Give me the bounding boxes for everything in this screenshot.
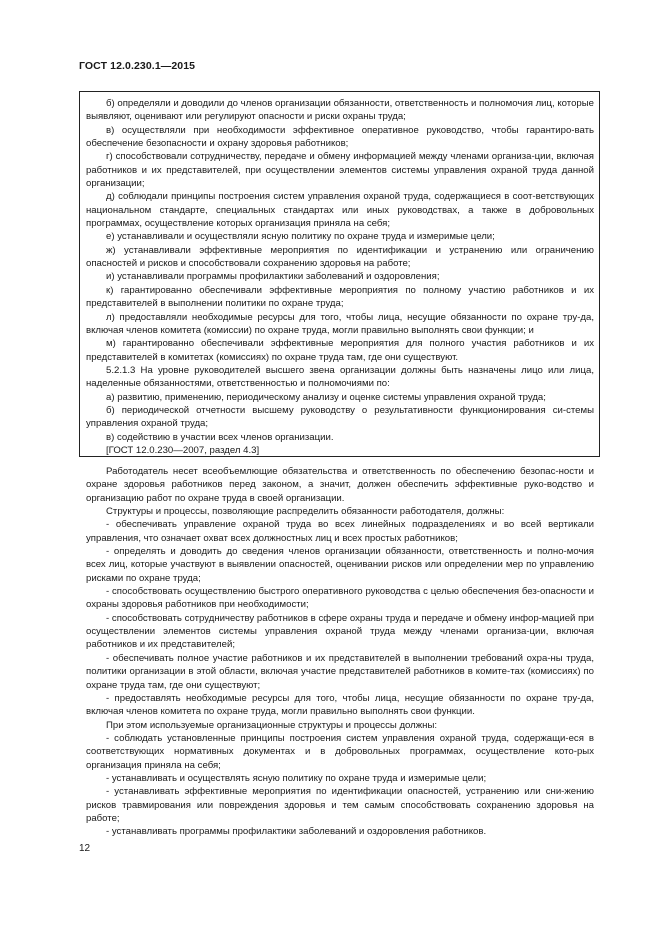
document-header: ГОСТ 12.0.230.1—2015	[79, 60, 196, 72]
frame-reference: [ГОСТ 12.0.230—2007, раздел 4.3]	[106, 444, 260, 456]
body-list-item: - устанавливать эффективные мероприятия по идентификации опасностей, устранению или сни-жению рисков травмирования или повреждения здоровья и тем самым способствовать сохранению здоровья на работе;	[86, 786, 594, 824]
body-paragraph: Работодатель несет всеобъемлющие обязательства и ответственность по обеспечению безопас-ности и охране здоровья работников перед законом, а значит, должен обеспечить эффективные руко-водство и организацию работ по охране труда в своей организации.	[86, 466, 594, 504]
frame-paragraph: м) гарантированно обеспечивали эффективные мероприятия для полного участия работников и их представителей в комитетах (комиссиях) по охране труда там, где они существуют.	[86, 338, 594, 363]
body-list-item: - способствовать сотрудничеству работников в сфере охраны труда и передаче и обмену инфор-мацией при осуществлении элементов системы управления охраной труда между членами организа-ции, включая работников и их представителей;	[86, 612, 594, 651]
body-list-item: - способствовать осуществлению быстрого оперативного руководства с целью обеспечения без-опасности и охраны здоровья работников при необходимости;	[86, 586, 594, 611]
frame-paragraph: е) устанавливали и осуществляли ясную политику по охране труда и измеримые цели;	[106, 231, 495, 243]
frame-paragraph: в) содействию в участии всех членов организации.	[106, 431, 334, 443]
body-text-block	[86, 465, 594, 839]
frame-paragraph: г) способствовали сотрудничеству, передаче и обмену информацией между членами организа-ции, включая работников и их представителей, при осуществлении элементов системы управления охраной труда данной организации;	[86, 151, 594, 190]
frame-paragraph: и) устанавливали программы профилактики заболеваний и оздоровления;	[106, 271, 440, 283]
frame-paragraph: в) осуществляли при необходимости эффективное оперативное руководство, чтобы гарантиро-вать обеспечение безопасности и охрану здоровья работников;	[86, 124, 594, 150]
body-list-item: - обеспечивать полное участие работников и их представителей в выполнении требований охра-ны труда, политики организации в этой области, включая участие представителей работников в комите-тах (комиссиях) по охране труда там, где они существуют;	[86, 652, 594, 691]
frame-paragraph: к) гарантированно обеспечивали эффективные мероприятия по полному участию работников и их представителей в выполнении политики по охране труда;	[86, 284, 594, 310]
frame-paragraph: а) развитию, применению, периодическому анализу и оценке системы управления охраной труда;	[106, 391, 546, 403]
frame-paragraph: б) определяли и доводили до членов организации обязанности, ответственность и полномочия лиц, которые выявляют, оценивают или регулируют опасности и риски охраны труда;	[86, 98, 594, 123]
body-list-item: - определять и доводить до сведения членов организации обязанности, ответственность и полно-мочия всех лиц, которые участвуют в выявлении опасностей, оценивании рисков или определении мер по управлению рисками по охране труда;	[86, 546, 594, 584]
body-list-item: - устанавливать и осуществлять ясную политику по охране труда и измеримые цели;	[106, 772, 487, 784]
frame-paragraph: д) соблюдали принципы построения систем управления охраной труда, содержащиеся в соот-ветствующих национальном стандарте, специальных стандартах или иных руководствах, а также в добровольных программах, осуществление которых организация приняла на себя;	[86, 191, 594, 230]
frame-paragraph: ж) устанавливали эффективные мероприятия по идентификации и устранению или ограничению опасностей и рисков и способствовали сохранению здоровья на работе;	[86, 244, 594, 270]
quoted-text-block	[86, 97, 594, 457]
frame-paragraph: б) периодической отчетности высшему руководству о результативности функционирования си-стемы управления охраной труда;	[86, 404, 594, 430]
body-paragraph: При этом используемые организационные структуры и процессы должны:	[106, 719, 438, 731]
body-paragraph: Структуры и процессы, позволяющие распределить обязанности работодателя, должны:	[106, 506, 505, 518]
body-list-item: - обеспечивать управление охраной труда во всех линейных подразделениях и во всей вертикали управления, что означает охват всех должностных лиц и всех простых работников;	[86, 519, 594, 544]
body-list-item: - предоставлять необходимые ресурсы для того, чтобы лица, несущие обязанности по охране тру-да, включая членов комитета по охране труда, могли правильно выполнять свои функции.	[86, 692, 594, 718]
body-list-item: - соблюдать установленные принципы построения систем управления охраной труда, содержащи-еся в соответствующих нормативных документах и в добровольных программах, осуществление кото-рых организация приняла на себя;	[86, 732, 594, 771]
page-number: 12	[79, 843, 91, 854]
body-list-item: - устанавливать программы профилактики заболеваний и оздоровления работников.	[106, 826, 487, 838]
frame-paragraph: л) предоставляли необходимые ресурсы для того, чтобы лица, несущие обязанности по охране тру-да, включая членов комитета (комиссии) по охране труда, могли правильно выполнять свои функции; и	[86, 311, 594, 336]
frame-paragraph: 5.2.1.3 На уровне руководителей высшего звена организации должны быть назначены лицо или лица, наделенные обязанностями, ответственностью и полномочиями по:	[86, 364, 594, 390]
